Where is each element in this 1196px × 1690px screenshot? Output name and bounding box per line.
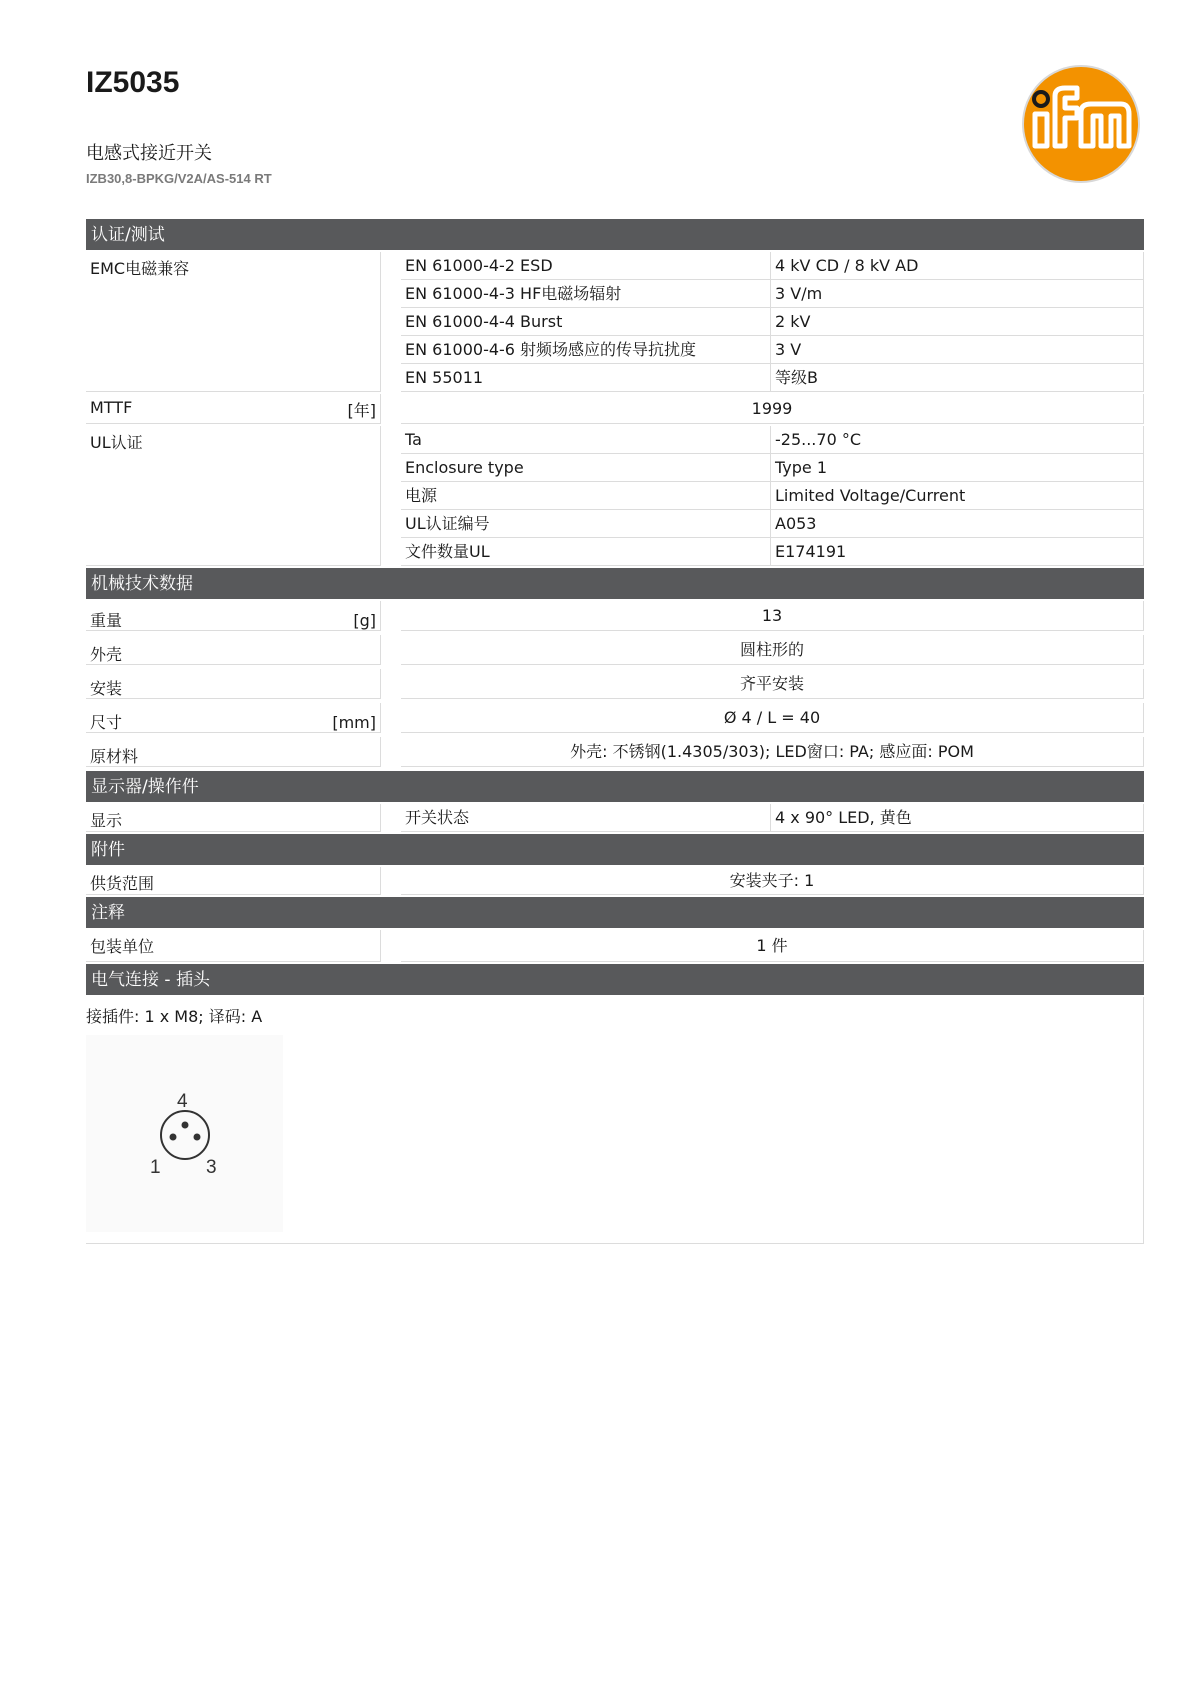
connection-panel bbox=[86, 997, 1144, 1244]
section-header-connection: 电气连接 - 插头 bbox=[86, 964, 1144, 995]
pin-label: 3 bbox=[206, 1157, 217, 1178]
section-header-mechanical: 机械技术数据 bbox=[86, 568, 1144, 599]
ul-row: UL认证编号 A053 bbox=[401, 510, 1144, 538]
ul-label: UL认证 bbox=[86, 426, 381, 566]
section-header-approvals: 认证/测试 bbox=[86, 219, 1144, 250]
emc-row: EN 55011 等级B bbox=[401, 364, 1144, 392]
pin-label: 4 bbox=[177, 1091, 188, 1112]
emc-row: EN 61000-4-6 射频场感应的传导抗扰度 3 V bbox=[401, 336, 1144, 364]
pin-label: 1 bbox=[150, 1157, 161, 1178]
ul-group bbox=[86, 426, 1144, 566]
section-header-remarks: 注释 bbox=[86, 897, 1144, 928]
emc-row: EN 61000-4-4 Burst 2 kV bbox=[401, 308, 1144, 336]
emc-label: EMC电磁兼容 bbox=[86, 252, 381, 392]
ul-row: 文件数量UL E174191 bbox=[401, 538, 1144, 566]
section-header-display: 显示器/操作件 bbox=[86, 771, 1144, 802]
accessories-row: 供货范围 安装夹子: 1 bbox=[86, 867, 1144, 895]
mttf-group bbox=[86, 394, 1144, 424]
emc-group bbox=[86, 252, 1144, 392]
emc-row: EN 61000-4-3 HF电磁场辐射 3 V/m bbox=[401, 280, 1144, 308]
datasheet bbox=[86, 219, 1144, 1244]
mech-row-housing: 外壳 圆柱形的 bbox=[86, 635, 1144, 667]
product-id: IZ5035 bbox=[86, 66, 180, 99]
product-type: 电感式接近开关 bbox=[86, 143, 212, 164]
mech-row-material: 原材料 外壳: 不锈钢(1.4305/303); LED窗口: PA; 感应面: POM bbox=[86, 737, 1144, 769]
remarks-row: 包装单位 1 件 bbox=[86, 930, 1144, 962]
connection-text: 接插件: 1 x M8; 译码: A bbox=[86, 1007, 263, 1026]
mttf-value: 1999 bbox=[401, 394, 1144, 424]
article-code: IZB30,8-BPKG/V2A/AS-514 RT bbox=[86, 171, 272, 186]
emc-row: EN 61000-4-2 ESD 4 kV CD / 8 kV AD bbox=[401, 252, 1144, 280]
ul-row: Ta -25...70 °C bbox=[401, 426, 1144, 454]
mttf-unit: [年] bbox=[347, 401, 376, 420]
m8-connector-icon bbox=[86, 1035, 283, 1232]
ifm-logo bbox=[1021, 64, 1141, 184]
connector-pin-diagram bbox=[86, 1035, 283, 1232]
ul-row: 电源 Limited Voltage/Current bbox=[401, 482, 1144, 510]
mech-row-dimensions: 尺寸 [mm] Ø 4 / L = 40 bbox=[86, 703, 1144, 735]
ul-row: Enclosure type Type 1 bbox=[401, 454, 1144, 482]
mech-row-weight: 重量 [g] 13 bbox=[86, 601, 1144, 633]
mech-row-mounting: 安装 齐平安装 bbox=[86, 669, 1144, 701]
section-header-accessories: 附件 bbox=[86, 834, 1144, 865]
display-row: 显示 开关状态 4 x 90° LED, 黄色 bbox=[86, 804, 1144, 832]
mttf-label: MTTF [年] bbox=[86, 394, 381, 424]
